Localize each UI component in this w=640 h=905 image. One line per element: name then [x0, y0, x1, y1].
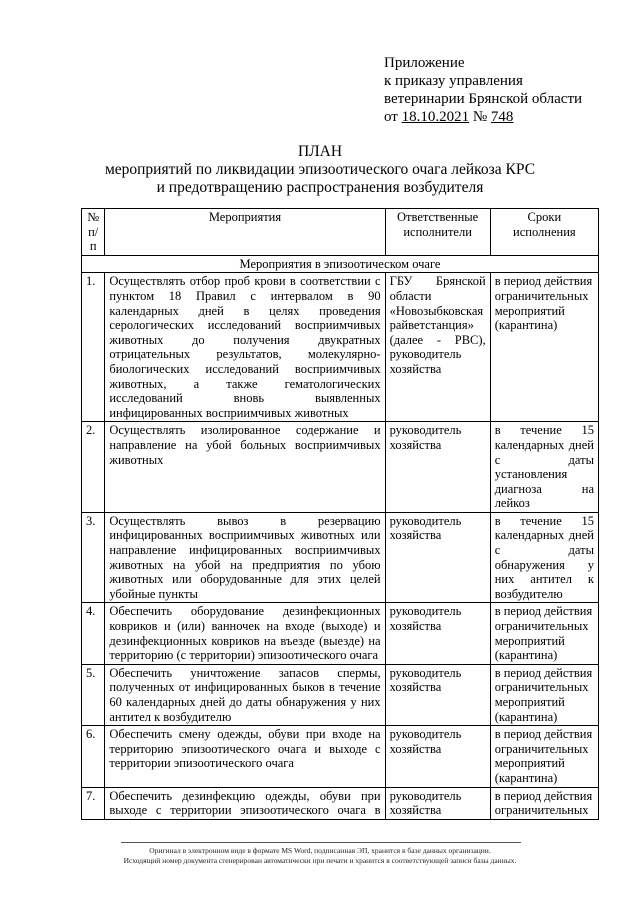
row-number: 2.	[82, 422, 105, 513]
row-responsible: руководитель хозяйства	[385, 787, 490, 819]
row-number: 5.	[82, 664, 105, 725]
section-title: Мероприятия в эпизоотическом очаге	[82, 255, 599, 273]
row-number: 3.	[82, 512, 105, 603]
appendix-line2: к приказу управления	[384, 73, 523, 89]
table-row	[82, 422, 599, 513]
table-row	[82, 787, 599, 819]
row-responsible: руководитель хозяйства	[385, 603, 490, 664]
table-row	[82, 726, 599, 787]
row-responsible: руководитель хозяйства	[385, 512, 490, 603]
row-measure: Обеспечить оборудование дезинфекционных ковриков и (или) ванночек на входе (выходе) и дезинфекционных ковриков на въезде (выезде) на территорию (с территории) эпизоотического очага	[105, 603, 385, 664]
table-row	[82, 603, 599, 664]
appendix-line3: ветеринарии Брянской области	[384, 91, 583, 107]
table-row	[82, 273, 599, 422]
footer-divider	[121, 842, 521, 843]
appendix-line1: Приложение	[384, 55, 465, 71]
row-measure: Осуществлять вывоз в резервацию инфицированных восприимчивых животных или направление инфицированных восприимчивых животных на убой на предприятия по убою животных или оборудованные для этих целей убойные пункты	[105, 512, 385, 603]
footer	[0, 846, 640, 866]
row-term: в течение 15 календарных дней с даты обнаружения у них антител к возбудителю	[490, 512, 598, 603]
header-terms: Сроки исполнения	[490, 209, 598, 256]
header-num: № п/п	[82, 209, 105, 256]
row-responsible: руководитель хозяйства	[385, 664, 490, 725]
row-term: в период действия ограничительных мероприятий (карантина)	[490, 726, 598, 787]
appendix-order-line	[384, 108, 582, 126]
row-measure: Обеспечить смену одежды, обуви при входе на территорию эпизоотического очага и выходе с территории эпизоотического очага	[105, 726, 385, 787]
table-row	[82, 512, 599, 603]
number-sign: №	[472, 109, 488, 125]
row-term: в период действия ограничительных мероприятий (карантина)	[490, 664, 598, 725]
row-measure: Обеспечить дезинфекцию одежды, обуви при выходе с территории эпизоотического очага в	[105, 787, 385, 819]
footer-line1: Оригинал в электронном виде в формате MS Word, подписанная ЭП, хранится в базе данных организации.	[149, 846, 491, 855]
header-measures: Мероприятия	[105, 209, 385, 256]
row-number: 4.	[82, 603, 105, 664]
row-responsible: ГБУ Брянской области «Новозыбковская райветстанция» (далее - РВС), руководитель хозяйства	[385, 273, 490, 422]
appendix-from: от	[384, 109, 398, 125]
row-number: 6.	[82, 726, 105, 787]
row-measure: Осуществлять изолированное содержание и направление на убой больных восприимчивых животных	[105, 422, 385, 513]
table-header-row	[82, 209, 599, 256]
order-number: 748	[490, 109, 514, 125]
document-heading: ПЛАН	[297, 143, 343, 160]
row-term: в период действия ограничительных мероприятий (карантина)	[490, 603, 598, 664]
row-responsible: руководитель хозяйства	[385, 422, 490, 513]
row-term: в течение 15 календарных дней с даты установления диагноза на лейкоз	[490, 422, 598, 513]
row-number: 7.	[82, 787, 105, 819]
row-term: в период действия ограничительных	[490, 787, 598, 819]
row-term: в период действия ограничительных мероприятий (карантина)	[490, 273, 598, 422]
row-measure: Обеспечить уничтожение запасов спермы, полученных от инфицированных быков в течение 60 календарных дней до даты обнаружения у них антител к возбудителю	[105, 664, 385, 725]
plan-table	[81, 208, 599, 820]
order-date: 18.10.2021	[401, 109, 470, 125]
row-responsible: руководитель хозяйства	[385, 726, 490, 787]
header-responsible: Ответственные исполнители	[385, 209, 490, 256]
table-row	[82, 664, 599, 725]
appendix-block	[384, 54, 582, 126]
document-title-line2: и предотвращению распространения возбудителя	[156, 179, 484, 196]
row-number: 1.	[82, 273, 105, 422]
section-row	[82, 255, 599, 273]
footer-line2: Исходящий номер документа сгенерирован автоматически при печати и хранится в соответствующей записи базы данных.	[123, 856, 517, 865]
row-measure: Осуществлять отбор проб крови в соответствии с пунктом 18 Правил с интервалом в 90 календарных дней в целях проведения серологических исследований восприимчивых животных до получения двукратных отрицательных результатов, молекулярно-биологических исследований восприимчивых животных, а также гематологических исследований вновь выявленных инфицированных восприимчивых животных	[105, 273, 385, 422]
document-title-line1: мероприятий по ликвидации эпизоотического очага лейкоза КРС	[104, 161, 536, 178]
